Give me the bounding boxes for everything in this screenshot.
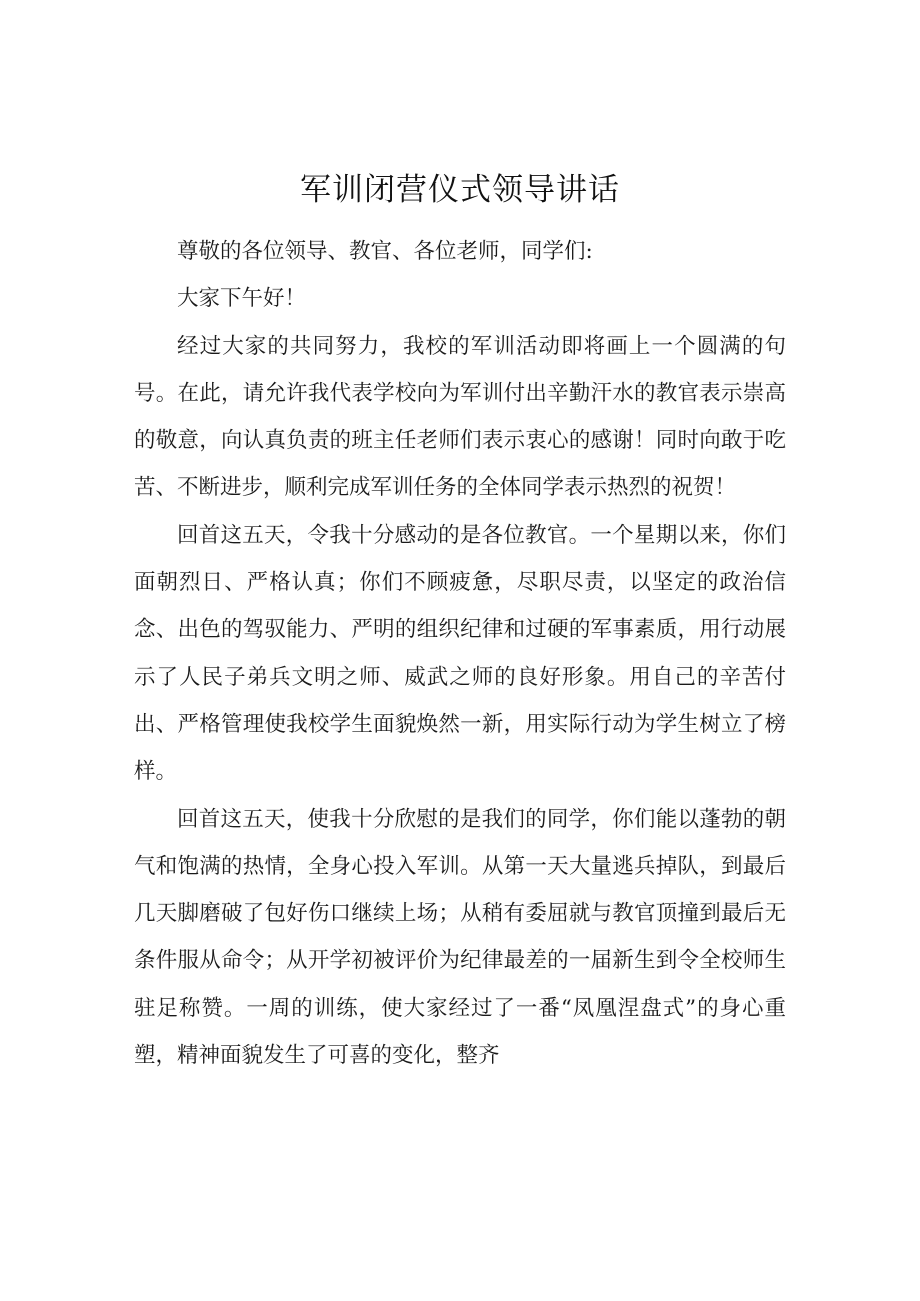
document-body xyxy=(134,228,786,1079)
body-paragraph: 回首这五天，令我十分感动的是各位教官。一个星期以来，你们面朝烈日、严格认真；你们不顾疲惫，尽职尽责，以坚定的政治信念、出色的驾驭能力、严明的组织纪律和过硬的军事素质，用行动展示了人民子弟兵文明之师、威武之师的良好形象。用自己的辛苦付出、严格管理使我校学生面貌焕然一新，用实际行动为学生树立了榜样。 xyxy=(134,522,786,785)
body-paragraph: 回首这五天，使我十分欣慰的是我们的同学，你们能以蓬勃的朝气和饱满的热情，全身心投入军训。从第一天大量逃兵掉队，到最后几天脚磨破了包好伤口继续上场；从稍有委屈就与教官顶撞到最后无条件服从命令；从开学初被评价为纪律最差的一届新生到令全校师生驻足称赞。一周的训练，使大家经过了一番“凤凰涅盘式”的身心重塑，精神面貌发生了可喜的变化，整齐 xyxy=(134,806,786,1069)
greeting-paragraph: 大家下午好！ xyxy=(177,286,307,312)
salutation-paragraph: 尊敬的各位领导、教官、各位老师，同学们: xyxy=(177,239,593,264)
body-paragraph: 经过大家的共同努力，我校的军训活动即将画上一个圆满的句号。在此，请允许我代表学校向为军训付出辛勤汗水的教官表示崇高的敬意，向认真负责的班主任老师们表示衷心的感谢！同时向敢于吃苦、不断进步，顺利完成军训任务的全体同学表示热烈的祝贺！ xyxy=(134,333,786,501)
document-title: 军训闭营仪式领导讲话 xyxy=(300,172,620,208)
